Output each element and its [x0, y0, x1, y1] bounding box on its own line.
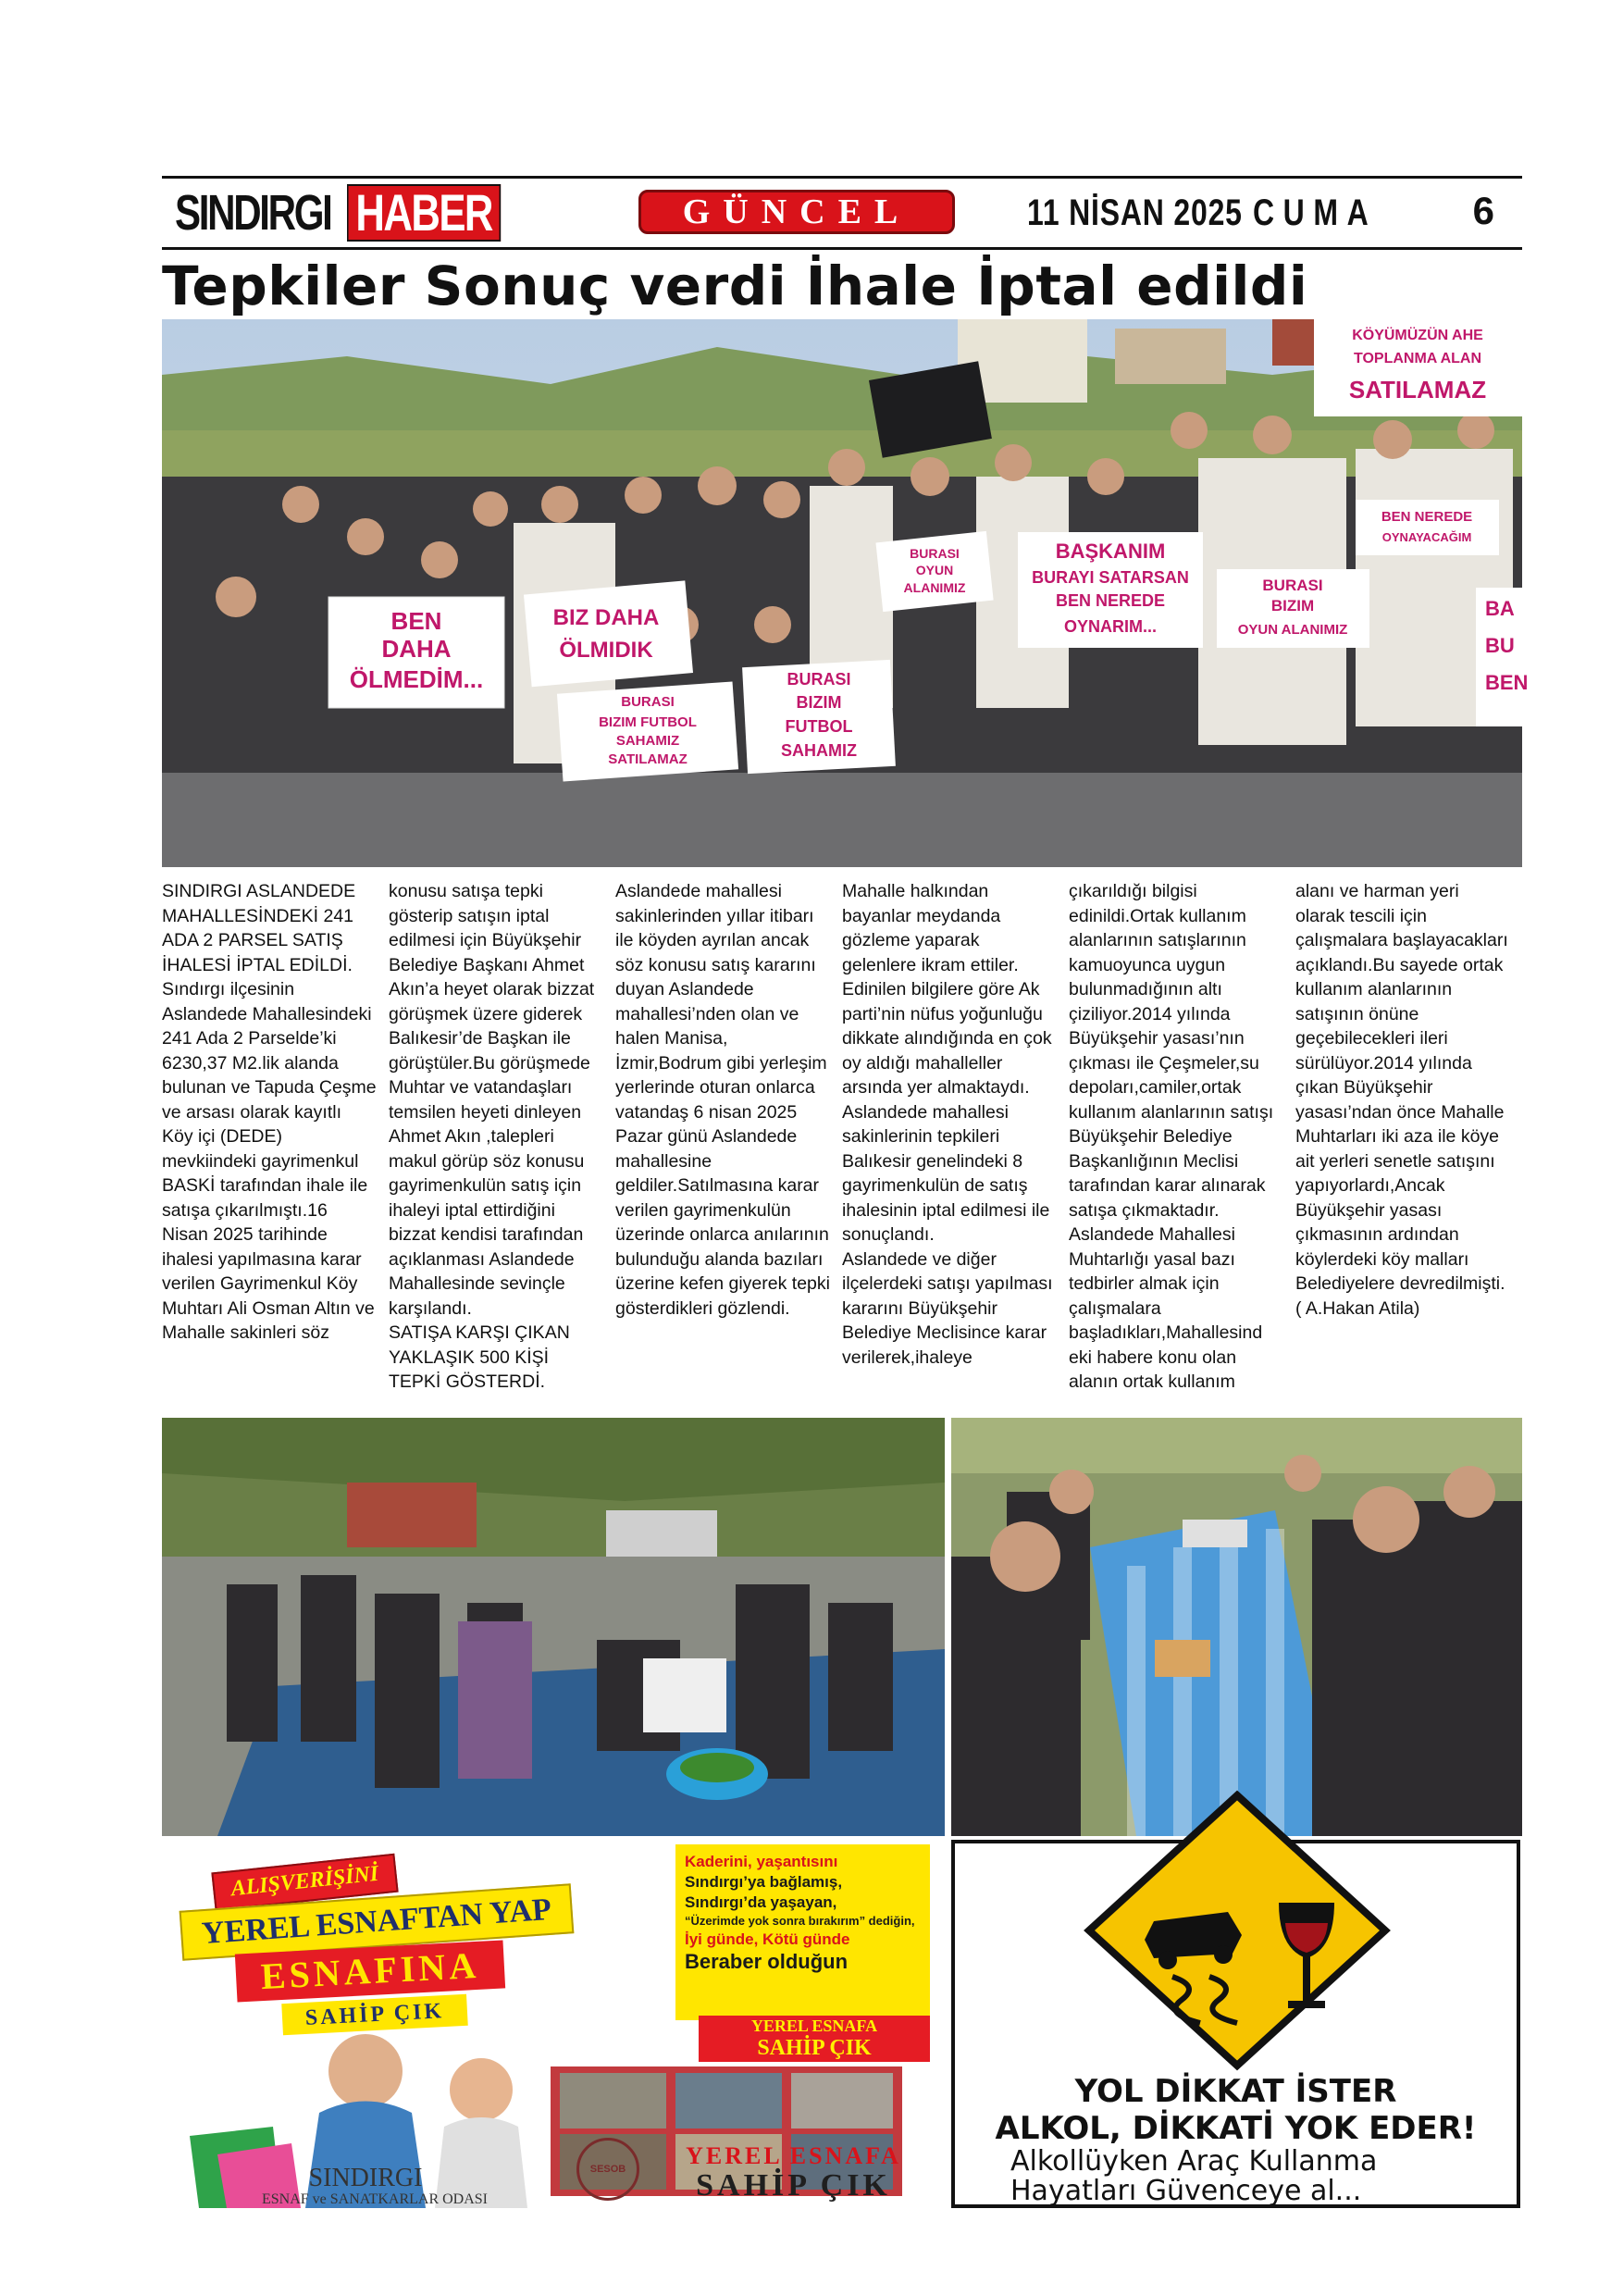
svg-text:OYNARIM...: OYNARIM... [1063, 617, 1158, 636]
svg-text:SAHAMIZ: SAHAMIZ [781, 741, 857, 760]
sign-baskanim [1018, 532, 1203, 648]
svg-text:BIZIM: BIZIM [796, 693, 842, 712]
ad-line-esnafina: ESNAFINA [235, 1940, 505, 2002]
page-number: 6 [1472, 189, 1494, 232]
svg-text:BURASI: BURASI [787, 670, 851, 689]
svg-text:BAŞKANIM: BAŞKANIM [1055, 540, 1166, 563]
logo-guncel: GÜNCEL [638, 190, 955, 234]
sign-ben-daha-olmedim [328, 597, 504, 708]
ad-org-subtitle: ESNAF ve SANATKARLAR ODASI [261, 2191, 488, 2207]
ad-quote-1: Kaderini, yaşantısını [685, 1853, 838, 1870]
svg-text:TOPLANMA ALAN: TOPLANMA ALAN [1353, 351, 1482, 366]
warning-sub-2: Hayatları Güvenceye al... [1010, 2175, 1362, 2207]
warning-sub-1: Alkollüyken Araç Kullanma [1010, 2145, 1378, 2178]
article-column-4: Mahalle halkından bayanlar meydanda gözleme yaparak gelenlere ikram ettiler. Edinilen bilgilere göre Ak parti’nin nüfus yoğunluğu dikkate alındığında en çok oy aldığı mahalleller arsında yer almaktaydı. Aslandede mahallesi sakinlerinin tepkileri Balıkesir genelindeki 8 gayrimenkulün de satış ihalesinin iptal edilmesi ile sonuçlandı. Aslandede ve diğer ilçelerdeki satışı yapılması kararını Büyükşehir Belediye Meclisince karar verilerek,ihaleye [842, 881, 1053, 1368]
masthead [162, 176, 1522, 250]
svg-text:SATILAMAZ: SATILAMAZ [1348, 376, 1487, 403]
sign-biz-daha-olmidik [524, 580, 693, 687]
svg-text:BA: BA [1485, 597, 1515, 620]
svg-text:BU: BU [1485, 634, 1515, 657]
ad-quote-6: Beraber olduğun [685, 1950, 849, 1973]
gozleme-women-photo [162, 1418, 945, 1836]
svg-text:BIZIM FUTBOL: BIZIM FUTBOL [599, 714, 697, 730]
svg-text:OYUN: OYUN [915, 563, 954, 577]
protest-photo-drawing [162, 319, 1529, 867]
sign-ba-bu-ben [1476, 588, 1528, 726]
svg-text:FUTBOL: FUTBOL [785, 717, 853, 736]
ad-bottom-line-2: SAHİP ÇIK [696, 2168, 891, 2203]
ad-bottom-slogan [657, 2143, 930, 2203]
ad-bottom-line-1: YEREL ESNAFA [686, 2142, 901, 2169]
svg-text:ÖLMIDIK: ÖLMIDIK [559, 638, 653, 663]
issue-weekday: CUMA [1252, 192, 1378, 233]
table-men-photo [951, 1418, 1522, 1836]
article [162, 879, 1522, 1407]
svg-text:BURASI: BURASI [1262, 577, 1323, 594]
svg-text:BURASI: BURASI [910, 546, 960, 561]
headline: Tepkiler Sonuç verdi İhale İptal edildi [162, 254, 1308, 317]
svg-text:BEN: BEN [390, 607, 442, 635]
svg-text:BURAYI SATARSAN: BURAYI SATARSAN [1032, 568, 1189, 587]
logo-haber: HABER [347, 184, 501, 242]
protest-photo [162, 319, 1529, 867]
svg-text:OYNAYACAĞIM: OYNAYACAĞIM [1381, 530, 1472, 544]
article-column-6: alanı ve harman yeri olarak tescili için çalışmalara başlayacakları açıklandı.Bu sayede ortak kullanım alanlarının satışının önüne geçebilecekleri ileri sürülüyor.2014 yılında çıkan Büyükşehir yasası’ndan önce Mahalle Muhtarları iki aza ile köye ait yerleri senetle satışını yapıyorlardı,Ancak Büyükşehir yasası çıkmasının ardından köylerdeki köy malları Belediyelere devredilmişti. ( A.Hakan Atila) [1295, 881, 1508, 1319]
svg-text:OYUN ALANIMIZ: OYUN ALANIMIZ [1237, 622, 1348, 638]
ad-quote-7: YEREL ESNAFA [750, 2017, 878, 2035]
sign-koyumuzun-ahe [1314, 319, 1522, 416]
article-column-5: çıkarıldığı bilgisi edinildi.Ortak kullanım alanlarının satışlarının kamuoyunca uygun bulunmadığının altı çiziliyor.2014 yılında Büyükşehir yasası’nın çıkması ile Çeşmeler,su depoları,camiler,ortak kullanım alanlarının satışı Büyükşehir Belediye Başkanlığının Meclisi tarafından karar alınarak satışa çıkmaktadır. Aslandede Mahallesi Muhtarlığı yasal bazı tedbirler almak için çalışmalara başladıkları,Mahallesind eki habere konu olan alanın ortak kullanım [1069, 881, 1274, 1392]
warning-caption-2: ALKOL, DİKKATİ YOK EDER! [995, 2110, 1477, 2147]
ad-line-yerel-esnaftan: YEREL ESNAFTAN YAP [180, 1883, 575, 1960]
article-column-1: SINDIRGI ASLANDEDE MAHALLESİNDEKİ 241 ADA 2 PARSEL SATIŞ İHALESİ İPTAL EDİLDİ. Sındırgı ilçesinin Aslandede Mahallesindeki 241 Ada 2 Parselde’ki 6230,37 M2.lik alanda bulunan ve Tapuda Çeşme ve arsası olarak kayıtlı Köy içi (DEDE) mevkiindeki gayrimenkul BASKİ tarafından ihale ile satışa çıkarılmıştı.16 Nisan 2025 tarihinde ihalesi yapılmasına karar verilen Gayrimenkul Köy Muhtarı Ali Osman Altın ve Mahalle sakinleri söz [162, 881, 377, 1343]
ad-quote-5: İyi günde, Kötü günde [685, 1930, 850, 1948]
ad-ribbon-alisverisini: ALIŞVERİŞİNİ [211, 1854, 398, 1912]
seal-label: SESOB [589, 2164, 626, 2175]
logo-sindirgi: SINDIRGI [175, 185, 331, 241]
svg-text:SAHAMIZ: SAHAMIZ [615, 733, 680, 749]
ad-line-sahip-cik: SAHİP ÇIK [281, 1994, 468, 2035]
svg-text:ALANIMIZ: ALANIMIZ [903, 580, 966, 595]
sign-burasi-oyun-alanimiz [875, 531, 993, 612]
ad-quote-box [675, 1844, 930, 2020]
svg-text:KÖYÜMÜZÜN AHE: KÖYÜMÜZÜN AHE [1352, 328, 1483, 343]
svg-text:BIZIM: BIZIM [1270, 597, 1315, 614]
article-column-3: Aslandede mahallesi sakinlerinden yıllar itibarı ile köyden ayrılan ancak söz konusu satış kararını duyan Aslandede mahallesi’nden olan ve halen Manisa, İzmir,Bodrum gibi yerleşim yerlerinde oturan onlarca vatandaş 6 nisan 2025 Pazar günü Aslandede mahallesine geldiler.Satılmasına karar verilen gayrimenkulün üzerinde onlarca anılarının bulunduğu alanda bazıları üzerine kefen giyerek tepki gösterdikleri gözlendi. [615, 881, 830, 1319]
local-shopping-ad [162, 1840, 937, 2208]
svg-text:ÖLMEDİM...: ÖLMEDİM... [349, 665, 484, 693]
svg-text:BEN NEREDE: BEN NEREDE [1055, 591, 1166, 610]
ad-org-name: SINDIRGI [308, 2164, 423, 2192]
ad-quote-8: SAHİP ÇIK [757, 2036, 872, 2060]
issue-date-value: 11 NİSAN 2025 [1027, 192, 1243, 233]
sign-burasi-bizim-futbol-2 [742, 660, 896, 774]
seal-icon [576, 2138, 639, 2201]
issue-date [1027, 192, 1377, 234]
ad-quote-4: “Üzerimde yok sonra bırakırım” dediğin, [685, 1914, 915, 1928]
ad-quote-2: Sındırgı’ya bağlamış, [685, 1873, 843, 1891]
sign-burasi-bizim-oyun-alanimiz [1217, 569, 1369, 648]
sign-burasi-bizim-futbol-1 [557, 681, 738, 781]
warning-caption-1: YOL DİKKAT İSTER [1074, 2073, 1397, 2110]
article-column-2: konusu satışa tepki gösterip satışın iptal edilmesi için Büyükşehir Belediye Başkanı Ahmet Akın’a heyet olarak bizzat görüşmek üzere giderek Balıkesir’de Başkan ile görüştüler.Bu görüşmede Muhtar ve vatandaşları temsilen heyeti dinleyen Ahmet Akın ,talepleri makul görüp söz konusu gayrimenkulün satış için ihaleyi iptal ettirdiğini bizzat kendisi tarafından açıklanması Aslandede Mahallesinde sevinçle karşılandı. SATIŞA KARŞI ÇIKAN YAKLAŞIK 500 KİŞİ TEPKİ GÖSTERDİ. [389, 881, 595, 1392]
warning-sign-drawing [1080, 1847, 1394, 2042]
traffic-warning-ad [951, 1840, 1520, 2208]
svg-text:BURASI: BURASI [621, 694, 675, 710]
svg-text:BEN NEREDE: BEN NEREDE [1381, 509, 1473, 525]
gozleme-photo-drawing [162, 1418, 945, 1836]
sign-ben-nerede-oynayacagim [1356, 500, 1499, 555]
svg-text:BEN: BEN [1485, 671, 1529, 694]
svg-text:SATILAMAZ: SATILAMAZ [608, 751, 688, 767]
table-photo-drawing [951, 1418, 1522, 1836]
svg-text:BIZ DAHA: BIZ DAHA [552, 605, 660, 630]
svg-text:DAHA: DAHA [381, 635, 452, 663]
ad-quote-3: Sındırgı’da yaşayan, [685, 1893, 837, 1911]
